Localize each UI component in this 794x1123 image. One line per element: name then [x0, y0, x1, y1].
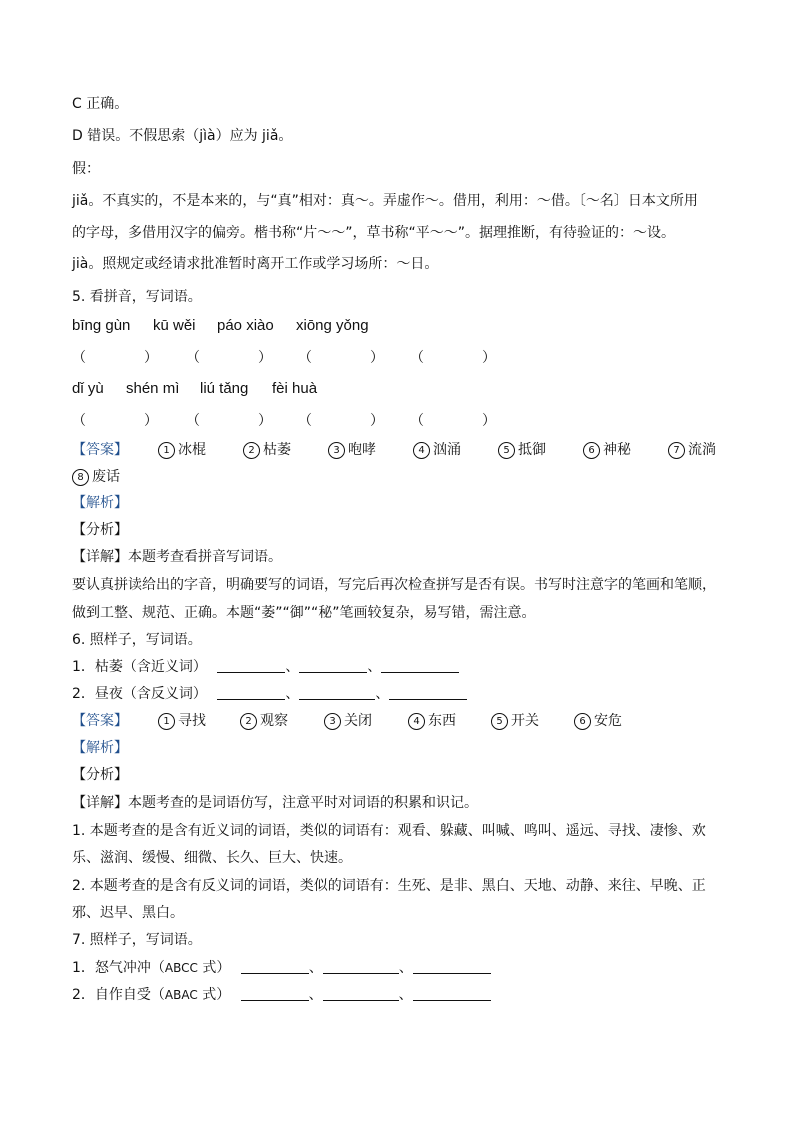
q6-analysis-label: 【解析】 [72, 740, 128, 756]
separator: 、 [375, 686, 390, 702]
q7-item-2-label: 2．自作自受（ [72, 987, 165, 1003]
q5-pinyin-4: xiōng yǒng [296, 317, 369, 334]
answer-word: 汹涌 [433, 442, 461, 458]
bracket-open: （ [298, 413, 312, 429]
q6-answer-label: 【答案】 [72, 713, 128, 729]
answer-blank [241, 986, 309, 1001]
q5-pinyin-1: bīng gùn [72, 317, 131, 334]
answer-item [328, 440, 376, 460]
answer-blank [413, 959, 491, 974]
bracket-close: ） [144, 350, 158, 366]
answer-number: 1 [158, 442, 175, 459]
q5-pinyin-2: kū wěi [153, 317, 196, 334]
answer-word: 枯萎 [263, 442, 291, 458]
q7-item-1-label: 1．怒气冲冲（ [72, 960, 165, 976]
q6-item-2 [72, 684, 467, 704]
answer-item [413, 440, 461, 460]
q6-title: 6. 照样子，写词语。 [72, 632, 202, 648]
bracket-close: ） [370, 413, 384, 429]
q5-title: 5. 看拼音，写词语。 [72, 289, 202, 305]
bracket-close: ） [144, 413, 158, 429]
q5-pinyin-7: liú tǎng [200, 380, 249, 397]
answer-blank [241, 959, 309, 974]
q7-item-2-pattern: ABAC [164, 988, 198, 1002]
answer-item [158, 440, 206, 460]
answer-number: 6 [574, 713, 591, 730]
answer-word: 关闭 [344, 713, 372, 729]
option-d-text: D 错误。不假思索（jìà）应为 jiǎ。 [72, 128, 293, 144]
answer-blank [217, 685, 285, 700]
q5-pinyin-8: fèi huà [272, 380, 318, 397]
q6-fenxi-label: 【分析】 [72, 767, 128, 783]
q7-item-2-suffix: 式） [197, 987, 231, 1003]
answer-word: 废话 [92, 469, 120, 485]
answer-word: 咆哮 [348, 442, 376, 458]
q6-point-1b: 乐、滋润、缓慢、细微、长久、巨大、快速。 [72, 850, 352, 866]
bracket-open: （ [72, 350, 86, 366]
jia-heading: 假： [72, 161, 100, 177]
bracket-open: （ [410, 413, 424, 429]
separator: 、 [308, 960, 323, 976]
q5-detail-p1: 要认真拼读给出的字音，明确要写的词语，写完后再次检查拼写是否有误。书写时注意字的笔画和笔顺， [72, 577, 716, 593]
jia-definition-1b: 的字母，多借用汉字的偏旁。楷书称“片～～”，草书称“平～～”。据理推断，有待验证的：～设。 [72, 225, 676, 241]
answer-item [498, 440, 546, 460]
answer-number: 8 [72, 469, 89, 486]
q5-pinyin-6: shén mì [126, 380, 180, 397]
answer-word: 开关 [511, 713, 539, 729]
q6-item-2-label: 2．昼夜（含反义词） [72, 686, 207, 702]
q5-analysis-label: 【解析】 [72, 495, 128, 511]
answer-word: 观察 [260, 713, 288, 729]
jia-definition-2: jià。照规定或经请求批准暂时离开工作或学习场所：～日。 [72, 256, 439, 272]
answer-number: 4 [408, 713, 425, 730]
answer-number: 4 [413, 442, 430, 459]
q5-fenxi-label: 【分析】 [72, 522, 128, 538]
q5-detail: 【详解】本题考查看拼音写词语。 [72, 549, 282, 565]
answer-blank [413, 986, 491, 1001]
q6-point-1a: 1. 本题考查的是含有近义词的词语，类似的词语有：观看、躲藏、叫喊、鸣叫、遥远、寻找、凄惨、欢 [72, 823, 706, 839]
separator: 、 [308, 987, 323, 1003]
answer-item [243, 440, 291, 460]
q6-detail: 【详解】本题考查的是词语仿写，注意平时对词语的积累和识记。 [72, 795, 478, 811]
answer-item [158, 711, 206, 731]
q5-pinyin-5: dǐ yù [72, 380, 104, 397]
jia-definition-1a: jiǎ。不真实的，不是本来的，与“真”相对：真～。弄虚作～。借用，利用：～借。〔～名〕日本文所用 [72, 193, 698, 209]
separator: 、 [398, 987, 413, 1003]
answer-number: 6 [583, 442, 600, 459]
bracket-open: （ [186, 350, 200, 366]
q7-item-2 [72, 985, 491, 1005]
bracket-close: ） [370, 350, 384, 366]
answer-item [574, 711, 622, 731]
answer-item [240, 711, 288, 731]
q7-title: 7. 照样子，写词语。 [72, 932, 202, 948]
q6-item-1-label: 1．枯萎（含近义词） [72, 659, 207, 675]
answer-number: 3 [324, 713, 341, 730]
q5-detail-p2: 做到工整、规范、正确。本题“萎”“御”“秘”笔画较复杂，易写错，需注意。 [72, 605, 536, 621]
answer-number: 1 [158, 713, 175, 730]
answer-item [72, 467, 120, 487]
separator: 、 [398, 960, 413, 976]
q7-item-1 [72, 958, 491, 978]
separator: 、 [367, 659, 382, 675]
answer-word: 流淌 [688, 442, 716, 458]
separator: 、 [285, 686, 300, 702]
option-c-text: C 正确。 [72, 96, 129, 112]
q6-item-1 [72, 657, 459, 677]
answer-number: 5 [498, 442, 515, 459]
answer-blank [323, 986, 399, 1001]
separator: 、 [285, 659, 300, 675]
answer-blank [323, 959, 399, 974]
answer-item [324, 711, 372, 731]
answer-item [408, 711, 456, 731]
answer-word: 抵御 [518, 442, 546, 458]
answer-word: 东西 [428, 713, 456, 729]
answer-number: 2 [240, 713, 257, 730]
answer-blank [299, 685, 375, 700]
answer-number: 5 [491, 713, 508, 730]
bracket-open: （ [72, 413, 86, 429]
answer-blank [299, 658, 367, 673]
bracket-close: ） [482, 350, 496, 366]
answer-number: 2 [243, 442, 260, 459]
q6-point-2a: 2. 本题考查的是含有反义词的词语，类似的词语有：生死、是非、黑白、天地、动静、来往、早晚、正 [72, 878, 706, 894]
answer-item [491, 711, 539, 731]
answer-item [583, 440, 631, 460]
answer-blank [217, 658, 285, 673]
bracket-open: （ [410, 350, 424, 366]
bracket-open: （ [298, 350, 312, 366]
bracket-close: ） [258, 350, 272, 366]
answer-number: 7 [668, 442, 685, 459]
answer-blank [389, 685, 467, 700]
bracket-open: （ [186, 413, 200, 429]
bracket-close: ） [482, 413, 496, 429]
q6-point-2b: 邪、迟早、黑白。 [72, 905, 184, 921]
q5-answer-label: 【答案】 [72, 442, 128, 458]
q7-item-1-pattern: ABCC [164, 961, 198, 975]
answer-blank [381, 658, 459, 673]
bracket-close: ） [258, 413, 272, 429]
answer-word: 神秘 [603, 442, 631, 458]
answer-item [668, 440, 716, 460]
answer-word: 寻找 [178, 713, 206, 729]
q7-item-1-suffix: 式） [197, 960, 231, 976]
answer-word: 安危 [594, 713, 622, 729]
q5-pinyin-3: páo xiào [217, 317, 274, 334]
answer-number: 3 [328, 442, 345, 459]
answer-word: 冰棍 [178, 442, 206, 458]
